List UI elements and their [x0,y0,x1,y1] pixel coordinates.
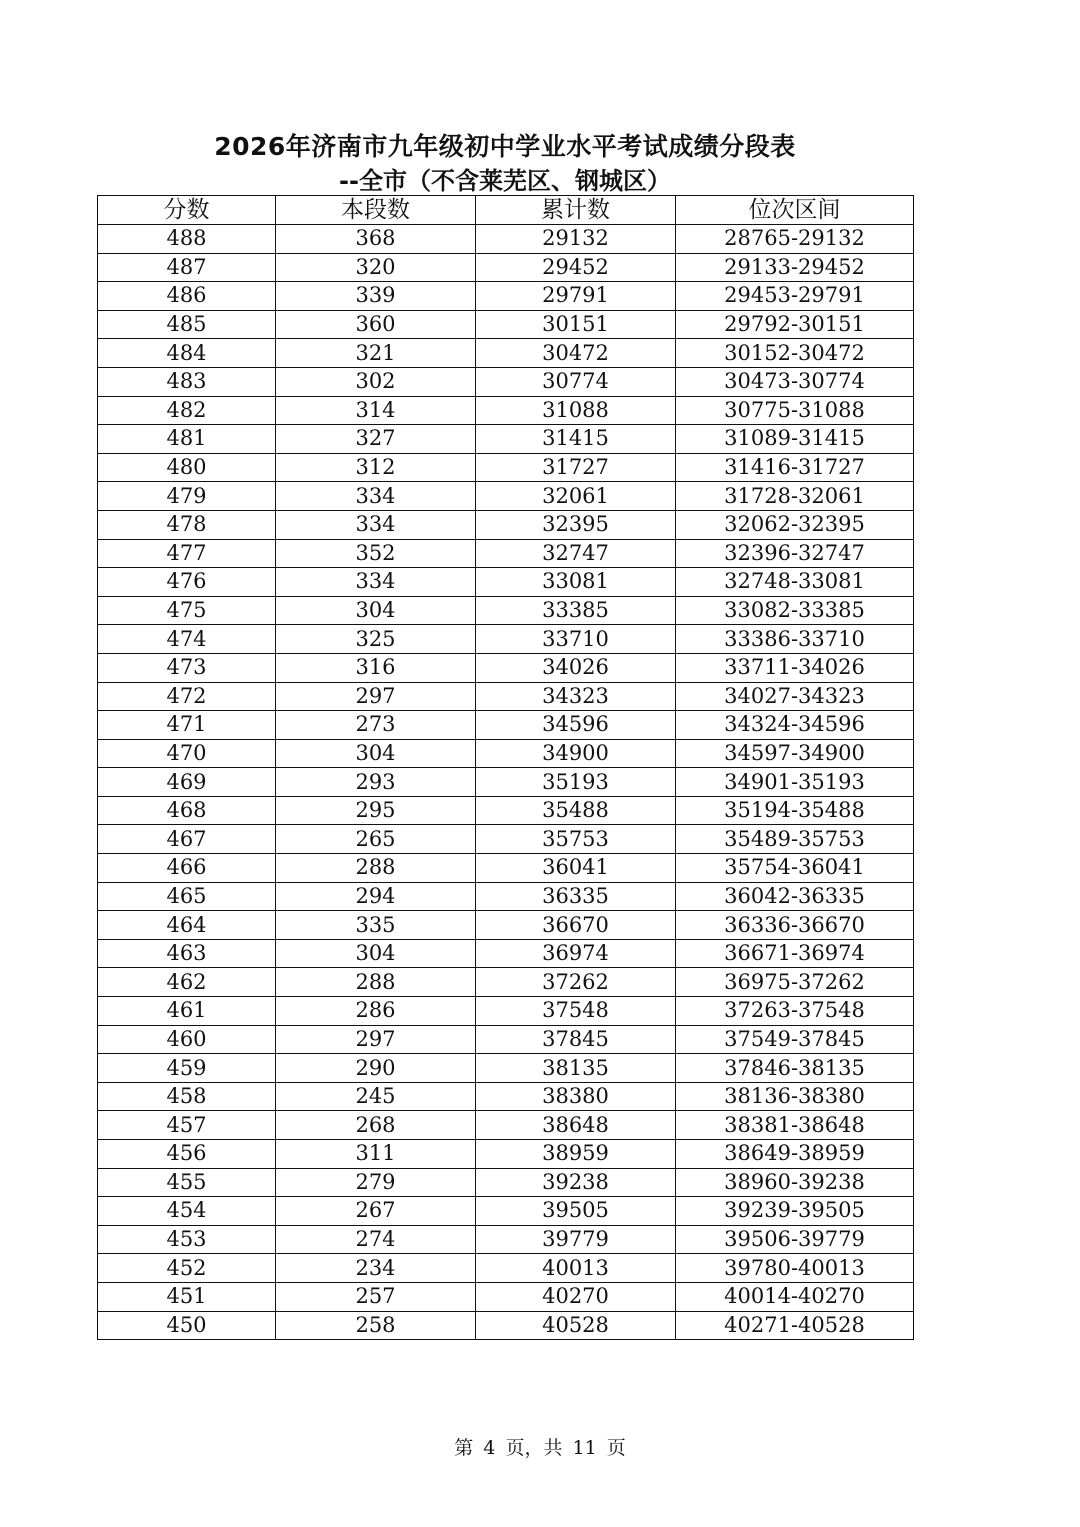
rank-range-cell: 39780-40013 [676,1254,914,1283]
cumulative-count-cell: 37548 [476,997,676,1026]
score-cell: 487 [98,253,276,282]
rank-range-cell: 38649-38959 [676,1140,914,1169]
table-row [98,1282,914,1311]
cumulative-count-cell: 31415 [476,425,676,454]
table-row [98,1054,914,1083]
cumulative-count-cell: 34026 [476,653,676,682]
table-row [98,568,914,597]
segment-count-cell: 334 [276,510,476,539]
segment-count-cell: 311 [276,1140,476,1169]
cumulative-count-cell: 35193 [476,768,676,797]
footer-page-number: 4 [483,1437,496,1459]
table-row [98,939,914,968]
segment-count-cell: 321 [276,339,476,368]
segment-count-cell: 288 [276,968,476,997]
rank-range-cell: 34901-35193 [676,768,914,797]
header-segment-count: 本段数 [276,196,476,225]
segment-count-cell: 334 [276,568,476,597]
rank-range-cell: 36042-36335 [676,882,914,911]
rank-range-cell: 35489-35753 [676,825,914,854]
rank-range-cell: 36975-37262 [676,968,914,997]
segment-count-cell: 360 [276,310,476,339]
cumulative-count-cell: 36974 [476,939,676,968]
cumulative-count-cell: 29791 [476,282,676,311]
segment-count-cell: 294 [276,882,476,911]
score-cell: 478 [98,510,276,539]
segment-count-cell: 297 [276,1025,476,1054]
rank-range-cell: 34597-34900 [676,739,914,768]
table-row [98,510,914,539]
segment-count-cell: 304 [276,596,476,625]
rank-range-cell: 37549-37845 [676,1025,914,1054]
segment-count-cell: 273 [276,711,476,740]
cumulative-count-cell: 30472 [476,339,676,368]
score-cell: 473 [98,653,276,682]
score-cell: 456 [98,1140,276,1169]
cumulative-count-cell: 39505 [476,1197,676,1226]
segment-count-cell: 302 [276,367,476,396]
rank-range-cell: 35194-35488 [676,796,914,825]
footer-total-pages: 11 [572,1437,597,1459]
segment-count-cell: 304 [276,739,476,768]
score-cell: 465 [98,882,276,911]
rank-range-cell: 40014-40270 [676,1282,914,1311]
score-cell: 480 [98,453,276,482]
table-row [98,1225,914,1254]
rank-range-cell: 30152-30472 [676,339,914,368]
score-cell: 483 [98,367,276,396]
cumulative-count-cell: 35753 [476,825,676,854]
table-row [98,1111,914,1140]
score-cell: 461 [98,997,276,1026]
table-row [98,539,914,568]
score-cell: 463 [98,939,276,968]
cumulative-count-cell: 34900 [476,739,676,768]
score-cell: 452 [98,1254,276,1283]
cumulative-count-cell: 31088 [476,396,676,425]
cumulative-count-cell: 37845 [476,1025,676,1054]
header-cumulative-count: 累计数 [476,196,676,225]
score-cell: 464 [98,911,276,940]
score-distribution-table [97,195,914,1340]
cumulative-count-cell: 34596 [476,711,676,740]
cumulative-count-cell: 38648 [476,1111,676,1140]
cumulative-count-cell: 30774 [476,367,676,396]
table-row [98,854,914,883]
score-cell: 457 [98,1111,276,1140]
table-row [98,482,914,511]
rank-range-cell: 39239-39505 [676,1197,914,1226]
table-row [98,425,914,454]
rank-range-cell: 30775-31088 [676,396,914,425]
table-row [98,367,914,396]
rank-range-cell: 32396-32747 [676,539,914,568]
cumulative-count-cell: 40270 [476,1282,676,1311]
cumulative-count-cell: 33081 [476,568,676,597]
rank-range-cell: 29453-29791 [676,282,914,311]
score-cell: 450 [98,1311,276,1340]
segment-count-cell: 339 [276,282,476,311]
score-cell: 485 [98,310,276,339]
score-cell: 462 [98,968,276,997]
cumulative-count-cell: 36041 [476,854,676,883]
table-row [98,282,914,311]
segment-count-cell: 368 [276,225,476,254]
table-row [98,253,914,282]
cumulative-count-cell: 37262 [476,968,676,997]
score-cell: 470 [98,739,276,768]
score-cell: 474 [98,625,276,654]
rank-range-cell: 39506-39779 [676,1225,914,1254]
score-cell: 451 [98,1282,276,1311]
table-row [98,453,914,482]
rank-range-cell: 40271-40528 [676,1311,914,1340]
cumulative-count-cell: 35488 [476,796,676,825]
cumulative-count-cell: 38135 [476,1054,676,1083]
cumulative-count-cell: 32747 [476,539,676,568]
rank-range-cell: 36671-36974 [676,939,914,968]
rank-range-cell: 31416-31727 [676,453,914,482]
segment-count-cell: 265 [276,825,476,854]
score-cell: 482 [98,396,276,425]
rank-range-cell: 38136-38380 [676,1082,914,1111]
table-row [98,1197,914,1226]
page-subtitle: --全市（不含莱芜区、钢城区） [339,167,671,195]
table-row [98,768,914,797]
cumulative-count-cell: 36670 [476,911,676,940]
table-row [98,310,914,339]
footer-page-prefix: 第 [454,1437,474,1459]
table-row [98,968,914,997]
segment-count-cell: 288 [276,854,476,883]
score-cell: 453 [98,1225,276,1254]
table-row [98,339,914,368]
table-row [98,653,914,682]
rank-range-cell: 37846-38135 [676,1054,914,1083]
score-cell: 460 [98,1025,276,1054]
rank-range-cell: 33711-34026 [676,653,914,682]
segment-count-cell: 286 [276,997,476,1026]
cumulative-count-cell: 33385 [476,596,676,625]
rank-range-cell: 35754-36041 [676,854,914,883]
cumulative-count-cell: 34323 [476,682,676,711]
cumulative-count-cell: 29452 [476,253,676,282]
score-cell: 458 [98,1082,276,1111]
table-row [98,596,914,625]
table-row [98,396,914,425]
score-cell: 477 [98,539,276,568]
segment-count-cell: 268 [276,1111,476,1140]
rank-range-cell: 31089-31415 [676,425,914,454]
table-row [98,711,914,740]
score-cell: 481 [98,425,276,454]
table-row [98,1254,914,1283]
segment-count-cell: 257 [276,1282,476,1311]
rank-range-cell: 38960-39238 [676,1168,914,1197]
segment-count-cell: 325 [276,625,476,654]
score-cell: 488 [98,225,276,254]
rank-range-cell: 28765-29132 [676,225,914,254]
score-cell: 475 [98,596,276,625]
score-cell: 476 [98,568,276,597]
cumulative-count-cell: 30151 [476,310,676,339]
table-row [98,682,914,711]
rank-range-cell: 32062-32395 [676,510,914,539]
segment-count-cell: 304 [276,939,476,968]
score-cell: 468 [98,796,276,825]
segment-count-cell: 245 [276,1082,476,1111]
cumulative-count-cell: 39238 [476,1168,676,1197]
cumulative-count-cell: 29132 [476,225,676,254]
segment-count-cell: 312 [276,453,476,482]
rank-range-cell: 37263-37548 [676,997,914,1026]
cumulative-count-cell: 38959 [476,1140,676,1169]
table-row [98,825,914,854]
score-cell: 472 [98,682,276,711]
cumulative-count-cell: 32061 [476,482,676,511]
cumulative-count-cell: 40528 [476,1311,676,1340]
segment-count-cell: 320 [276,253,476,282]
table-row [98,882,914,911]
rank-range-cell: 29133-29452 [676,253,914,282]
rank-range-cell: 34324-34596 [676,711,914,740]
score-cell: 486 [98,282,276,311]
score-cell: 454 [98,1197,276,1226]
rank-range-cell: 32748-33081 [676,568,914,597]
table-row [98,796,914,825]
header-score: 分数 [98,196,276,225]
table-row [98,1168,914,1197]
score-cell: 459 [98,1054,276,1083]
segment-count-cell: 334 [276,482,476,511]
score-cell: 479 [98,482,276,511]
rank-range-cell: 31728-32061 [676,482,914,511]
header-rank-range: 位次区间 [676,196,914,225]
cumulative-count-cell: 33710 [476,625,676,654]
score-cell: 467 [98,825,276,854]
score-cell: 471 [98,711,276,740]
page-footer [0,1433,1080,1460]
segment-count-cell: 274 [276,1225,476,1254]
segment-count-cell: 267 [276,1197,476,1226]
table-row [98,1082,914,1111]
segment-count-cell: 352 [276,539,476,568]
table-row [98,625,914,654]
score-cell: 484 [98,339,276,368]
cumulative-count-cell: 32395 [476,510,676,539]
cumulative-count-cell: 31727 [476,453,676,482]
table-row [98,1025,914,1054]
cumulative-count-cell: 38380 [476,1082,676,1111]
cumulative-count-cell: 40013 [476,1254,676,1283]
rank-range-cell: 30473-30774 [676,367,914,396]
rank-range-cell: 33386-33710 [676,625,914,654]
page-title: 2026年济南市九年级初中学业水平考试成绩分段表 [214,132,796,161]
score-cell: 469 [98,768,276,797]
table-row [98,1140,914,1169]
table-row [98,1311,914,1340]
table-header-row [98,196,914,225]
segment-count-cell: 314 [276,396,476,425]
rank-range-cell: 36336-36670 [676,911,914,940]
segment-count-cell: 335 [276,911,476,940]
segment-count-cell: 279 [276,1168,476,1197]
cumulative-count-cell: 39779 [476,1225,676,1254]
rank-range-cell: 34027-34323 [676,682,914,711]
cumulative-count-cell: 36335 [476,882,676,911]
table-row [98,997,914,1026]
table-row [98,739,914,768]
rank-range-cell: 33082-33385 [676,596,914,625]
rank-range-cell: 29792-30151 [676,310,914,339]
table-row [98,911,914,940]
rank-range-cell: 38381-38648 [676,1111,914,1140]
segment-count-cell: 297 [276,682,476,711]
segment-count-cell: 327 [276,425,476,454]
segment-count-cell: 293 [276,768,476,797]
segment-count-cell: 316 [276,653,476,682]
footer-page-mid: 页，共 [505,1437,563,1459]
footer-page-suffix: 页 [606,1437,626,1459]
segment-count-cell: 234 [276,1254,476,1283]
score-cell: 455 [98,1168,276,1197]
segment-count-cell: 258 [276,1311,476,1340]
segment-count-cell: 290 [276,1054,476,1083]
segment-count-cell: 295 [276,796,476,825]
score-cell: 466 [98,854,276,883]
table-row [98,225,914,254]
